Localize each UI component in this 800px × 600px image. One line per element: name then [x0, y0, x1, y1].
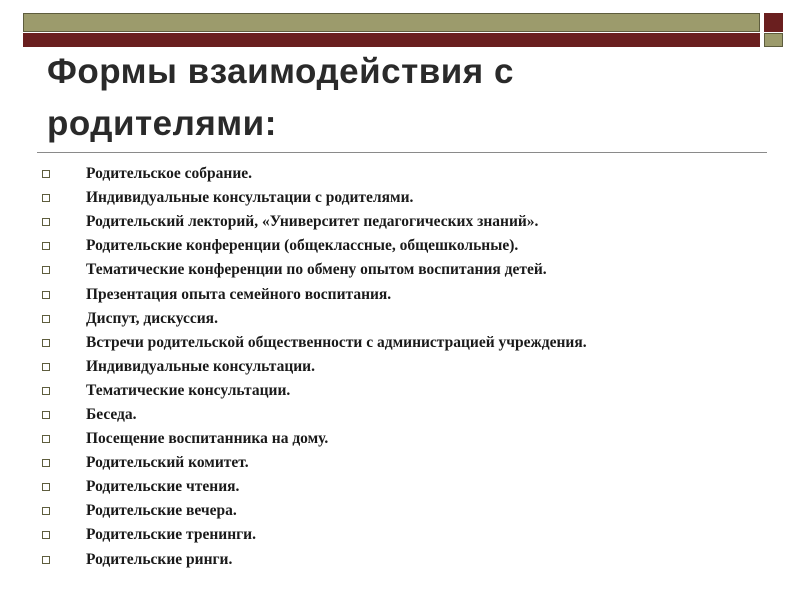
list-item-text: Презентация опыта семейного воспитания. [86, 285, 392, 303]
list-item [42, 186, 587, 210]
header-bar-olive [23, 13, 760, 32]
list-item [42, 234, 587, 258]
list-item-text: Диспут, дискуссия. [86, 309, 218, 327]
header-corner-square-top [764, 13, 783, 32]
list-item [42, 282, 587, 306]
hollow-square-bullet-icon [42, 218, 50, 226]
list-item-text: Родительские тренинги. [86, 526, 256, 544]
list-item-text: Тематические конференции по обмену опытом воспитания детей. [86, 261, 547, 279]
list-item [42, 162, 587, 186]
list-item-text: Родительские конференции (общеклассные, общешкольные). [86, 237, 519, 255]
list-item [42, 475, 587, 499]
hollow-square-bullet-icon [42, 507, 50, 515]
list-item-text: Беседа. [86, 405, 137, 423]
list-item-text: Посещение воспитанника на дому. [86, 430, 329, 448]
slide-title: Формы взаимодействия с родителями: [47, 52, 514, 143]
list-item-text: Тематические консультации. [86, 381, 291, 399]
hollow-square-bullet-icon [42, 435, 50, 443]
list-item [42, 379, 587, 403]
list-item [42, 523, 587, 547]
list-item [42, 548, 587, 572]
header-corner-square-bottom [764, 33, 783, 47]
hollow-square-bullet-icon [42, 363, 50, 371]
hollow-square-bullet-icon [42, 387, 50, 395]
hollow-square-bullet-icon [42, 315, 50, 323]
hollow-square-bullet-icon [42, 531, 50, 539]
list-item-text: Родительское собрание. [86, 165, 253, 183]
list-item-text: Родительский лекторий, «Университет педагогических знаний». [86, 213, 539, 231]
hollow-square-bullet-icon [42, 411, 50, 419]
hollow-square-bullet-icon [42, 459, 50, 467]
list-item [42, 427, 587, 451]
hollow-square-bullet-icon [42, 291, 50, 299]
list-item [42, 355, 587, 379]
list-item [42, 403, 587, 427]
list-item-text: Родительские вечера. [86, 502, 237, 520]
list-item [42, 499, 587, 523]
hollow-square-bullet-icon [42, 556, 50, 564]
list-item [42, 258, 587, 282]
hollow-square-bullet-icon [42, 194, 50, 202]
list-item-text: Родительские чтения. [86, 478, 240, 496]
list-item [42, 307, 587, 331]
bullet-list [42, 162, 587, 572]
hollow-square-bullet-icon [42, 483, 50, 491]
list-item [42, 210, 587, 234]
hollow-square-bullet-icon [42, 339, 50, 347]
header-bar-maroon [23, 33, 760, 47]
hollow-square-bullet-icon [42, 266, 50, 274]
title-divider [37, 152, 767, 153]
list-item-text: Индивидуальные консультации с родителями. [86, 189, 414, 207]
list-item-text: Родительские ринги. [86, 550, 233, 568]
list-item-text: Встречи родительской общественности с администрацией учреждения. [86, 333, 587, 351]
list-item [42, 451, 587, 475]
list-item-text: Родительский комитет. [86, 454, 249, 472]
hollow-square-bullet-icon [42, 242, 50, 250]
hollow-square-bullet-icon [42, 170, 50, 178]
list-item [42, 331, 587, 355]
list-item-text: Индивидуальные консультации. [86, 357, 315, 375]
